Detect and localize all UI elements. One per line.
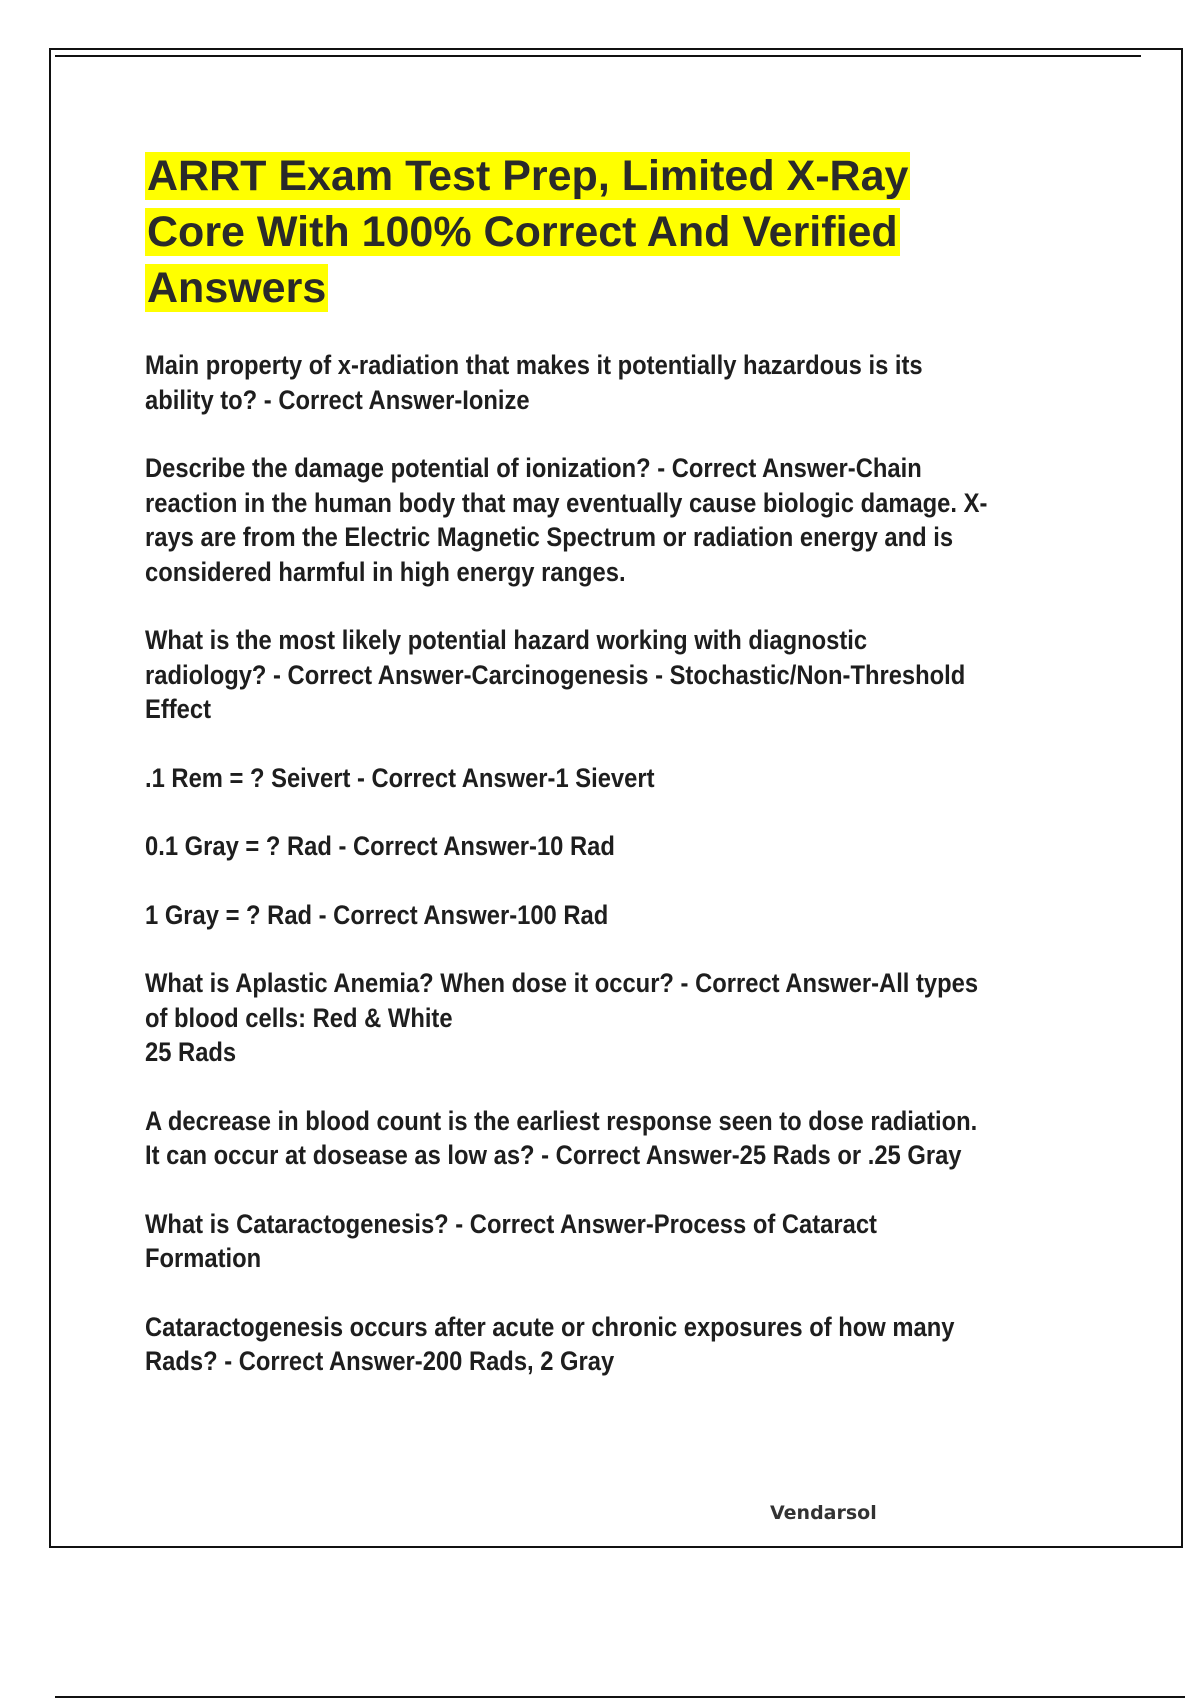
qa-line: ability to? - Correct Answer-Ionize (145, 384, 530, 415)
title-line-1: ARRT Exam Test Prep, Limited X-Ray (147, 152, 909, 200)
qa-item (145, 829, 1090, 864)
qa-line: Rads? - Correct Answer-200 Rads, 2 Gray (145, 1346, 615, 1376)
footer-brand: Vendarsol (770, 1502, 877, 1524)
document-content (145, 148, 1090, 1413)
qa-line: Describe the damage potential of ionization? - Correct Answer-Chain (145, 453, 922, 483)
document-title (145, 148, 1090, 316)
qa-item (145, 966, 1090, 1070)
qa-item (145, 1310, 1090, 1379)
qa-item (145, 1104, 1090, 1173)
qa-line: What is the most likely potential hazard working with diagnostic (145, 625, 868, 655)
qa-line: 25 Rads (145, 1037, 237, 1067)
qa-item (145, 451, 1090, 589)
qa-line: reaction in the human body that may eventually cause biologic damage. X- (145, 487, 988, 518)
qa-line: It can occur at dosease as low as? - Correct Answer-25 Rads or .25 Gray (145, 1140, 962, 1170)
qa-list (145, 348, 1090, 1379)
qa-line: 1 Gray = ? Rad - Correct Answer-100 Rad (145, 899, 609, 930)
qa-line: of blood cells: Red & White (145, 1002, 453, 1033)
qa-item (145, 761, 1090, 796)
qa-line: .1 Rem = ? Seivert - Correct Answer-1 Sievert (145, 762, 655, 793)
qa-line: Formation (145, 1243, 262, 1273)
qa-line: Main property of x-radiation that makes it potentially hazardous is its (145, 350, 923, 380)
qa-line: A decrease in blood count is the earliest response seen to dose radiation. (145, 1105, 978, 1136)
title-line-2: Core With 100% Correct And Verified (147, 208, 898, 256)
qa-line: 0.1 Gray = ? Rad - Correct Answer-10 Rad (145, 831, 615, 861)
qa-item (145, 898, 1090, 933)
title-line-3: Answers (147, 264, 327, 312)
next-page-rule (55, 1696, 1185, 1698)
qa-line: Effect (145, 694, 212, 724)
qa-line: Cataractogenesis occurs after acute or chronic exposures of how many (145, 1311, 955, 1342)
qa-line: radiology? - Correct Answer-Carcinogenesis - Stochastic/Non-Threshold (145, 659, 966, 690)
qa-line: What is Cataractogenesis? - Correct Answer-Process of Cataract (145, 1208, 877, 1239)
qa-item (145, 348, 1090, 417)
qa-line: rays are from the Electric Magnetic Spectrum or radiation energy and is (145, 522, 954, 552)
qa-item (145, 623, 1090, 727)
qa-item (145, 1207, 1090, 1276)
qa-line: What is Aplastic Anemia? When dose it occur? - Correct Answer-All types (145, 968, 979, 998)
qa-line: considered harmful in high energy ranges. (145, 556, 626, 587)
